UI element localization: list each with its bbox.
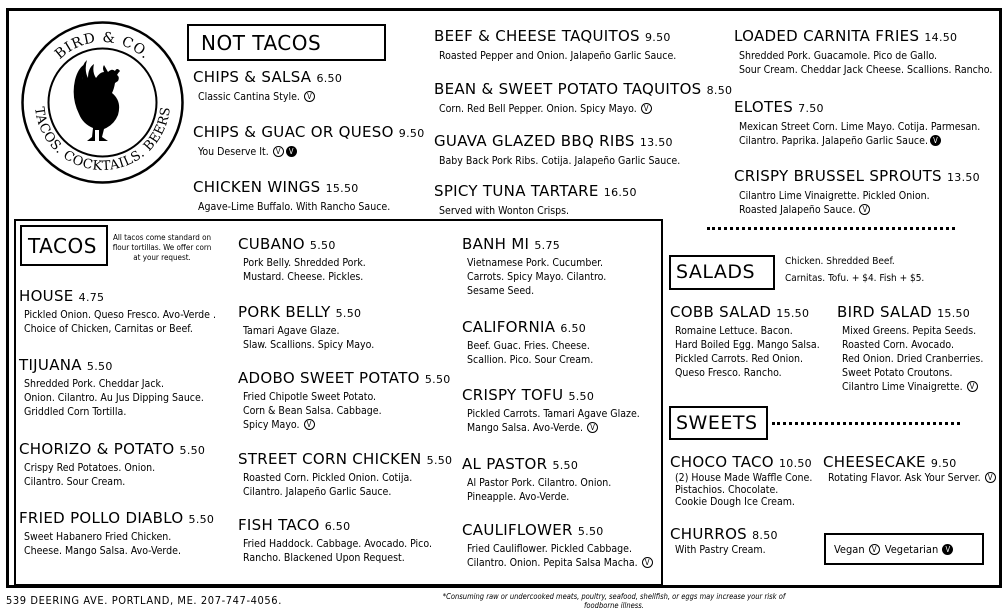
description-text: Roasted Pepper and Onion. Jalapeño Garlic Sauce. [439, 50, 677, 62]
vegetarian-icon: V [942, 544, 953, 555]
menu-item-title [434, 134, 673, 149]
menu-item-description [243, 256, 366, 270]
description-text: Scallion. Pico. Sour Cream. [467, 354, 594, 366]
menu-item-price: 13.50 [946, 171, 980, 184]
menu-item-description [739, 49, 937, 63]
description-text: Roasted Corn. Pickled Onion. Cotija. [243, 472, 413, 484]
description-text: Mexican Street Corn. Lime Mayo. Cotija. Parmesan. [739, 121, 981, 133]
menu-item-name: CUBANO [238, 235, 305, 253]
menu-item-name: CHORIZO & POTATO [19, 440, 175, 458]
menu-item-title [462, 388, 594, 403]
menu-item-name: CHIPS & GUAC OR QUESO [193, 123, 394, 141]
menu-item-name: CAULIFLOWER [462, 521, 573, 539]
not-tacos-heading: NOT TACOS [201, 31, 322, 55]
menu-item-price: 8.50 [752, 529, 778, 542]
description-text: Roasted Jalapeño Sauce. [739, 204, 856, 216]
menu-item-title [19, 442, 205, 457]
menu-item-price: 15.50 [776, 307, 810, 320]
menu-item-description [243, 418, 315, 432]
menu-item-description [842, 352, 983, 366]
menu-item-title [734, 29, 957, 44]
description-text: Pickled Onion. Queso Fresco. Avo-Verde . [24, 309, 216, 321]
menu-item-title [238, 371, 451, 386]
description-text: Cheese. Mango Salsa. Avo-Verde. [24, 545, 181, 557]
menu-item-price: 6.50 [324, 520, 351, 533]
menu-item-name: ELOTES [734, 98, 794, 116]
menu-item-name: CHICKEN WINGS [193, 178, 321, 196]
description-text: Carrots. Spicy Mayo. Cilantro. [467, 271, 607, 283]
menu-item-price: 14.50 [924, 31, 958, 44]
menu-item-name: CHIPS & SALSA [193, 68, 312, 86]
menu-item-description [828, 472, 996, 484]
menu-item-price: 5.75 [534, 239, 561, 252]
menu-item-title [823, 455, 957, 470]
menu-item-title [193, 180, 359, 195]
description-text: Fried Cauliflower. Pickled Cabbage. [467, 543, 632, 555]
menu-item-description [24, 405, 126, 419]
description-text: Pineapple. Avo-Verde. [467, 491, 570, 503]
description-text: Sweet Habanero Fried Chicken. [24, 531, 172, 543]
description-text: Rancho. Blackened Upon Request. [243, 552, 405, 564]
description-text: Spicy Mayo. [243, 419, 300, 431]
menu-item-description [439, 49, 676, 63]
vegan-icon: V [985, 472, 996, 483]
menu-item-price: 8.50 [706, 84, 733, 97]
menu-item-price: 5.50 [309, 239, 336, 252]
menu-item-title [238, 518, 350, 533]
menu-item-title [19, 289, 104, 304]
menu-item-description [675, 338, 820, 352]
menu-item-price: 5.50 [86, 360, 113, 373]
menu-item-price: 10.50 [778, 457, 812, 470]
menu-item-title [670, 527, 778, 542]
menu-item-description [675, 352, 803, 366]
menu-item-price: 9.50 [398, 127, 425, 140]
description-text: Cilantro. Sour Cream. [24, 476, 126, 488]
menu-item-title [734, 100, 824, 115]
menu-item-name: CHOCO TACO [670, 453, 774, 471]
menu-item-price: 5.50 [424, 373, 451, 386]
menu-item-name: COBB SALAD [670, 303, 772, 321]
menu-item-description [24, 530, 171, 544]
menu-item-description [675, 496, 795, 508]
description-text: Corn & Bean Salsa. Cabbage. [243, 405, 382, 417]
footer-disclaimer: *Consuming raw or undercooked meats, poultry, seafood, shellfish, or eggs may increase your risk of foodborne illness. [442, 592, 786, 610]
menu-item-description [243, 551, 405, 565]
menu-item-description [24, 391, 204, 405]
menu-item-title [670, 455, 812, 470]
logo [20, 20, 185, 185]
menu-item-description [739, 120, 980, 134]
menu-item-name: LOADED CARNITA FRIES [734, 27, 920, 45]
vegan-icon: V [642, 557, 653, 568]
divider [707, 227, 955, 230]
description-text: Mango Salsa. Avo-Verde. [467, 422, 583, 434]
description-text: Queso Fresco. Rancho. [675, 367, 782, 379]
menu-item-description [467, 542, 632, 556]
legend-vegan-label: Vegan [834, 543, 865, 556]
menu-item-title [734, 169, 980, 184]
menu-item-description [24, 322, 193, 336]
vegan-icon: V [304, 91, 315, 102]
menu-item-title [670, 305, 809, 320]
menu-item-name: CRISPY BRUSSEL SPROUTS [734, 167, 942, 185]
menu-item-description [675, 544, 766, 556]
menu-item-description [739, 189, 930, 203]
description-text: Fried Chipotle Sweet Potato. [243, 391, 377, 403]
menu-item-title [462, 237, 560, 252]
menu-item-title [238, 305, 361, 320]
menu-item-description [467, 270, 606, 284]
menu-item-price: 5.50 [179, 444, 206, 457]
vegetarian-icon: V [286, 146, 297, 157]
menu-item-name: ADOBO SWEET POTATO [238, 369, 420, 387]
menu-item-description [243, 390, 376, 404]
menu-item-description [24, 461, 155, 475]
menu-item-description [243, 324, 339, 338]
vegan-icon: V [641, 103, 652, 114]
menu-item-description [439, 204, 569, 218]
menu-item-name: BIRD SALAD [837, 303, 933, 321]
legend-row [834, 544, 953, 555]
menu-item-price: 16.50 [603, 186, 637, 199]
menu-item-title [193, 70, 342, 85]
menu-item-description [842, 324, 976, 338]
menu-item-description [198, 90, 315, 104]
menu-item-title [462, 320, 586, 335]
menu-item-description [467, 407, 640, 421]
menu-item-name: FRIED POLLO DIABLO [19, 509, 184, 527]
menu-item-title [238, 452, 452, 467]
menu-item-description [24, 544, 181, 558]
description-text: Mixed Greens. Pepita Seeds. [842, 325, 977, 337]
description-text: Cilantro. Jalapeño Garlic Sauce. [243, 486, 392, 498]
menu-item-description [439, 154, 680, 168]
vegan-icon: V [273, 146, 284, 157]
description-text: Cilantro. Paprika. Jalapeño Garlic Sauce. [739, 135, 928, 147]
menu-item-description [739, 63, 992, 77]
sweets-heading: SWEETS [676, 412, 758, 434]
menu-item-title [434, 29, 671, 44]
divider [772, 422, 960, 425]
svg-text:BIRD & CO. [52, 30, 153, 63]
menu-item-price: 9.50 [930, 457, 957, 470]
menu-item-description [198, 145, 297, 159]
menu-item-name: HOUSE [19, 287, 74, 305]
menu-item-name: CALIFORNIA [462, 318, 556, 336]
vegan-icon: V [304, 419, 315, 430]
description-text: Sesame Seed. [467, 285, 535, 297]
menu-item-description [243, 471, 412, 485]
description-text: Roasted Corn. Avocado. [842, 339, 954, 351]
menu-item-price: 5.50 [552, 459, 579, 472]
menu-item-description [467, 490, 569, 504]
description-text: Hard Boiled Egg. Mango Salsa. [675, 339, 820, 351]
menu-item-description [467, 476, 611, 490]
footer-address: 539 DEERING AVE. PORTLAND, ME. 207-747-4056. [6, 594, 282, 607]
description-text: Choice of Chicken, Carnitas or Beef. [24, 323, 193, 335]
description-text: Vietnamese Pork. Cucumber. [467, 257, 604, 269]
menu-item-description [467, 556, 653, 570]
menu-item-description [243, 404, 382, 418]
vegan-icon: V [859, 204, 870, 215]
description-text: Pickled Carrots. Red Onion. [675, 353, 804, 365]
menu-item-name: CRISPY TOFU [462, 386, 564, 404]
description-text: Fried Haddock. Cabbage. Avocado. Pico. [243, 538, 432, 550]
menu-item-name: STREET CORN CHICKEN [238, 450, 422, 468]
description-text: Classic Cantina Style. [198, 91, 300, 103]
description-text: Cilantro Lime Vinaigrette. Pickled Onion. [739, 190, 930, 202]
description-text: Pickled Carrots. Tamari Agave Glaze. [467, 408, 640, 420]
description-text: Shredded Pork. Guacamole. Pico de Gallo. [739, 50, 938, 62]
menu-item-name: CHURROS [670, 525, 748, 543]
description-text: Corn. Red Bell Pepper. Onion. Spicy Mayo. [439, 103, 637, 115]
menu-item-description [467, 421, 598, 435]
menu-item-price: 6.50 [560, 322, 587, 335]
menu-item-price: 13.50 [639, 136, 673, 149]
salads-heading: SALADS [676, 261, 756, 283]
menu-item-price: 9.50 [644, 31, 671, 44]
description-text: Cilantro Lime Vinaigrette. [842, 381, 963, 393]
menu-item-description [24, 377, 164, 391]
description-text: Mustard. Cheese. Pickles. [243, 271, 364, 283]
menu-item-description [198, 200, 390, 214]
menu-item-name: PORK BELLY [238, 303, 331, 321]
menu-item-description [842, 380, 978, 394]
description-text: Agave-Lime Buffalo. With Rancho Sauce. [198, 201, 391, 213]
menu-item-title [462, 523, 604, 538]
menu-item-name: GUAVA GLAZED BBQ RIBS [434, 132, 635, 150]
menu-item-description [243, 537, 432, 551]
description-text: Onion. Cilantro. Au Jus Dipping Sauce. [24, 392, 204, 404]
menu-item-title [19, 358, 113, 373]
menu-item-description [739, 134, 941, 148]
menu-item-name: CHEESECAKE [823, 453, 926, 471]
description-text: Baby Back Pork Ribs. Cotija. Jalapeño Garlic Sauce. [439, 155, 681, 167]
menu-item-name: TIJUANA [19, 356, 82, 374]
description-text: Al Pastor Pork. Cilantro. Onion. [467, 477, 612, 489]
menu-item-title [462, 457, 578, 472]
description-text: Slaw. Scallions. Spicy Mayo. [243, 339, 375, 351]
description-text: (2) House Made Waffle Cone. [675, 472, 813, 484]
menu-item-description [467, 256, 603, 270]
menu-item-description [675, 484, 778, 496]
menu-item-description [467, 339, 590, 353]
vegan-icon: V [869, 544, 880, 555]
description-text: Sour Cream. Cheddar Jack Cheese. Scallions. Rancho. [739, 64, 993, 76]
description-text: You Deserve It. [198, 146, 269, 158]
menu-item-description [739, 203, 870, 217]
menu-item-price: 6.50 [316, 72, 343, 85]
menu-item-name: AL PASTOR [462, 455, 548, 473]
menu-item-description [24, 308, 216, 322]
menu-item-description [675, 472, 812, 484]
menu-item-name: BEEF & CHEESE TAQUITOS [434, 27, 640, 45]
menu-item-title [434, 184, 637, 199]
menu-item-description [675, 324, 793, 338]
menu-item-price: 5.50 [335, 307, 362, 320]
vegan-icon: V [967, 381, 978, 392]
menu-item-title [837, 305, 970, 320]
menu-item-description [243, 270, 363, 284]
menu-item-price: 5.50 [568, 390, 595, 403]
menu-item-price: 5.50 [577, 525, 604, 538]
description-text: Griddled Corn Tortilla. [24, 406, 127, 418]
description-text: Red Onion. Dried Cranberries. [842, 353, 984, 365]
menu-item-description [467, 353, 593, 367]
menu-item-name: SPICY TUNA TARTARE [434, 182, 599, 200]
description-text: Beef. Guac. Fries. Cheese. [467, 340, 590, 352]
logo-bottom-text: TACOS. COCKTAILS. BEERS [31, 105, 174, 175]
logo-top-text: BIRD & CO. [51, 29, 154, 63]
menu-item-description [243, 338, 374, 352]
description-text: Shredded Pork. Cheddar Jack. [24, 378, 165, 390]
description-text: Tamari Agave Glaze. [243, 325, 340, 337]
tacos-heading: TACOS [28, 234, 97, 258]
description-text: With Pastry Cream. [675, 544, 766, 556]
menu-item-description [675, 366, 782, 380]
description-text: Pork Belly. Shredded Pork. [243, 257, 366, 269]
description-text: Cilantro. Onion. Pepita Salsa Macha. [467, 557, 638, 569]
menu-item-description [842, 366, 953, 380]
salads-addon-line-1: Chicken. Shredded Beef. [785, 256, 895, 267]
menu-item-price: 5.50 [188, 513, 215, 526]
menu-item-price: 15.50 [325, 182, 359, 195]
description-text: Pistachios. Chocolate. [675, 484, 779, 496]
menu-item-description [243, 485, 391, 499]
menu-item-title [238, 237, 336, 252]
salads-addon-line-2: Carnitas. Tofu. + $4. Fish + $5. [785, 273, 925, 284]
legend-vegetarian-label: Vegetarian [884, 543, 939, 556]
description-text: Rotating Flavor. Ask Your Server. [828, 472, 981, 484]
menu-item-title [193, 125, 425, 140]
menu-item-description [439, 102, 652, 116]
vegan-icon: V [587, 422, 598, 433]
description-text: Sweet Potato Croutons. [842, 367, 953, 379]
menu-item-description [842, 338, 954, 352]
menu-item-title [19, 511, 214, 526]
menu-item-price: 15.50 [937, 307, 971, 320]
description-text: Cookie Dough Ice Cream. [675, 496, 795, 508]
menu-item-title [434, 82, 732, 97]
menu-item-price: 4.75 [78, 291, 105, 304]
logo-rooster-icon [20, 20, 185, 185]
description-text: Romaine Lettuce. Bacon. [675, 325, 793, 337]
menu-item-name: FISH TACO [238, 516, 320, 534]
menu-item-price: 5.50 [426, 454, 453, 467]
description-text: Served with Wonton Crisps. [439, 205, 570, 217]
tacos-note: All tacos come standard on flour tortillas. We offer corn at your request. [112, 233, 212, 262]
description-text: Crispy Red Potatoes. Onion. [24, 462, 156, 474]
menu-item-description [467, 284, 534, 298]
vegetarian-icon: V [930, 135, 941, 146]
menu-item-description [24, 475, 125, 489]
menu-item-price: 7.50 [798, 102, 824, 115]
menu-item-name: BANH MI [462, 235, 530, 253]
menu-item-name: BEAN & SWEET POTATO TAQUITOS [434, 80, 702, 98]
